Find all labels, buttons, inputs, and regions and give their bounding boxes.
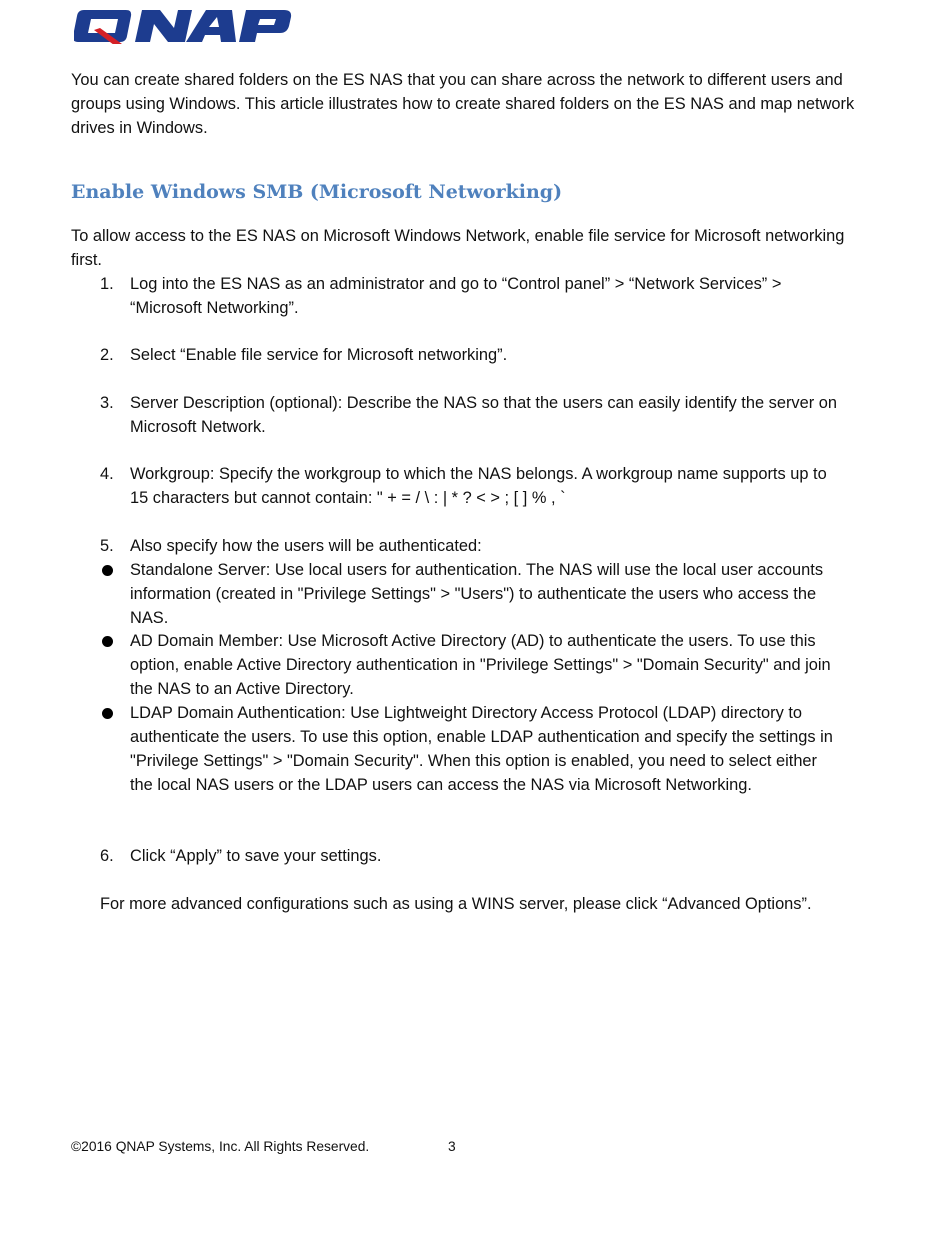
step-number: 5. bbox=[100, 537, 114, 555]
intro-paragraph: You can create shared folders on the ES NAS that you can share across the network to different users and groups using Windows. This article illustrates how to create shared folders on the ES NAS and map network drives in Windows. bbox=[71, 71, 855, 137]
step-6 bbox=[100, 844, 840, 868]
step-number: 2. bbox=[100, 346, 114, 364]
page-footer bbox=[71, 1137, 456, 1157]
lead-paragraph: To allow access to the ES NAS on Microsoft Windows Network, enable file service for Microsoft networking first. bbox=[71, 227, 845, 269]
bullet-text: LDAP Domain Authentication: Use Lightweight Directory Access Protocol (LDAP) directory to authenticate the users. To use this option, enable LDAP authentication and specify the settings in "Privilege Settings" > "Domain Security". When this option is enabled, you need to select either the local NAS users or the LDAP users can access the NAS via Microsoft Networking. bbox=[130, 704, 833, 794]
bullet-text: Standalone Server: Use local users for authentication. The NAS will use the local user accounts information (created in "Privilege Settings" > "Users") to authenticate the users who access the NAS. bbox=[130, 561, 824, 627]
bullet-icon bbox=[102, 708, 113, 719]
step-number: 3. bbox=[100, 394, 114, 412]
step-text: Click “Apply” to save your settings. bbox=[130, 847, 382, 865]
step-number: 1. bbox=[100, 275, 114, 293]
step-4 bbox=[100, 462, 840, 510]
step-text: Log into the ES NAS as an administrator and go to “Control panel” > “Network Services” > “Microsoft Networking”. bbox=[130, 275, 782, 317]
bullet-ldap bbox=[100, 701, 840, 797]
step-5 bbox=[100, 534, 840, 558]
qnap-logo bbox=[74, 8, 292, 44]
step-text: Select “Enable file service for Microsoft networking”. bbox=[130, 346, 508, 364]
step-number: 6. bbox=[100, 847, 114, 865]
bullet-icon bbox=[102, 565, 113, 576]
step-number: 4. bbox=[100, 465, 114, 483]
bullet-standalone bbox=[100, 558, 840, 630]
section-heading: Enable Windows SMB (Microsoft Networking) bbox=[71, 181, 563, 203]
closing-paragraph: For more advanced configurations such as using a WINS server, please click “Advanced Options”. bbox=[100, 895, 812, 913]
step-text: Workgroup: Specify the workgroup to which the NAS belongs. A workgroup name supports up to 15 characters but cannot contain: " + = / \ : | * ? < > ; [ ] % , ` bbox=[130, 465, 827, 507]
step-text: Server Description (optional): Describe the NAS so that the users can easily identify the server on Microsoft Network. bbox=[130, 394, 837, 436]
step-1 bbox=[100, 272, 840, 320]
step-3 bbox=[100, 391, 840, 439]
step-text: Also specify how the users will be authenticated: bbox=[130, 537, 482, 555]
bullet-icon bbox=[102, 636, 113, 647]
page-number: 3 bbox=[448, 1139, 456, 1154]
bullet-text: AD Domain Member: Use Microsoft Active Directory (AD) to authenticate the users. To use this option, enable Active Directory authentication in "Privilege Settings" > "Domain Security" and join the NAS to an Active Directory. bbox=[130, 632, 831, 698]
bullet-ad-domain bbox=[100, 629, 840, 701]
step-2 bbox=[100, 343, 840, 367]
copyright-text: ©2016 QNAP Systems, Inc. All Rights Reserved. bbox=[71, 1139, 370, 1154]
